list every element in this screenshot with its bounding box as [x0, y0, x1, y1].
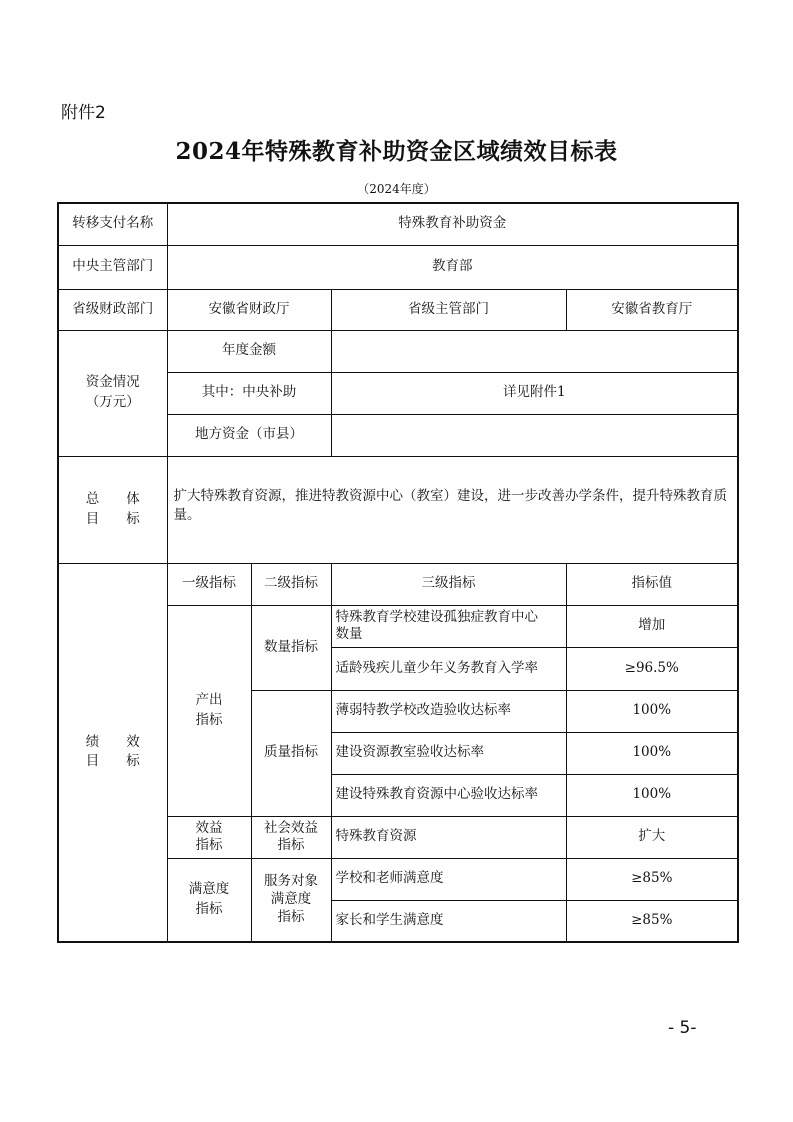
social-benefit-label — [251, 816, 331, 858]
prov-finance-label: 省级财政部门 — [58, 289, 167, 330]
table-row — [58, 245, 738, 289]
satisfaction-label-line1: 满意度 — [188, 881, 230, 898]
performance-goal-label-line1: 绩 效 — [85, 733, 140, 750]
indicator-name — [331, 605, 566, 647]
table-row — [58, 563, 738, 605]
performance-goal-label-line2: 目 标 — [85, 753, 140, 770]
header-value: 指标值 — [566, 563, 738, 605]
service-satisfaction-label — [251, 858, 331, 942]
performance-table — [57, 202, 739, 943]
indicator-name: 适龄残疾儿童少年义务教育入学率 — [331, 647, 566, 690]
transfer-name-value: 特殊教育补助资金 — [167, 203, 738, 245]
indicator-value: ≥85% — [566, 858, 738, 900]
social-label-line1: 社会效益 — [264, 820, 318, 837]
prov-finance-value: 安徽省财政厅 — [167, 289, 331, 330]
benefit-label-line1: 效益 — [195, 820, 223, 837]
output-label-line2: 指标 — [195, 711, 223, 728]
central-subsidy-value: 详见附件1 — [331, 372, 738, 414]
quantity-indicator-label: 数量指标 — [251, 605, 331, 690]
quality-indicator-label: 质量指标 — [251, 690, 331, 816]
overall-goal-label-line1: 总 体 — [85, 490, 140, 507]
local-funds-label: 地方资金（市县） — [167, 414, 331, 456]
output-label-line1: 产出 — [195, 691, 223, 708]
output-indicator-label — [167, 605, 251, 816]
indicator-name: 建设特殊教育资源中心验收达标率 — [331, 774, 566, 816]
funds-label-line1: 资金情况 — [85, 374, 140, 391]
indicator-value: 扩大 — [566, 816, 738, 858]
header-level2: 二级指标 — [251, 563, 331, 605]
page-number: - 5- — [668, 1018, 697, 1038]
document-title: 2024年特殊教育补助资金区域绩效目标表 — [175, 138, 618, 165]
prov-dept-label: 省级主管部门 — [331, 289, 566, 330]
satisfaction-label-line2: 指标 — [195, 900, 223, 917]
satisfaction-indicator-label — [167, 858, 251, 942]
funds-label — [58, 330, 167, 456]
indicator-value: 增加 — [566, 605, 738, 647]
central-dept-value: 教育部 — [167, 245, 738, 289]
service-label-line2: 满意度 — [270, 890, 312, 907]
indicator-name: 特殊教育资源 — [331, 816, 566, 858]
local-funds-value — [331, 414, 738, 456]
benefit-indicator-label — [167, 816, 251, 858]
indicator-name-line1: 特殊教育学校建设孤独症教育中心 — [335, 609, 538, 626]
overall-goal-label — [58, 456, 167, 563]
table-row — [58, 456, 738, 563]
performance-goal-label — [58, 563, 167, 942]
benefit-label-line2: 指标 — [195, 837, 223, 853]
indicator-value: ≥96.5% — [566, 647, 738, 690]
indicator-name-line2: 数量 — [335, 626, 363, 642]
indicator-name: 学校和老师满意度 — [331, 858, 566, 900]
table-row — [58, 330, 738, 372]
table-row — [58, 289, 738, 330]
overall-goal-label-line2: 目 标 — [85, 510, 140, 527]
indicator-value: 100% — [566, 690, 738, 732]
central-subsidy-label: 其中：中央补助 — [167, 372, 331, 414]
overall-goal-text: 扩大特殊教育资源，推进特教资源中心（教室）建设，进一步改善办学条件，提升特殊教育质量。 — [167, 456, 738, 563]
header-level3: 三级指标 — [331, 563, 566, 605]
indicator-value: 100% — [566, 732, 738, 774]
indicator-value: ≥85% — [566, 900, 738, 942]
annual-amount-value — [331, 330, 738, 372]
attachment-label: 附件2 — [61, 103, 106, 123]
indicator-name: 薄弱特教学校改造验收达标率 — [331, 690, 566, 732]
indicator-name: 建设资源教室验收达标率 — [331, 732, 566, 774]
annual-amount-label: 年度金额 — [167, 330, 331, 372]
indicator-name: 家长和学生满意度 — [331, 900, 566, 942]
service-label-line3: 指标 — [277, 908, 305, 925]
funds-label-line2: （万元） — [85, 394, 140, 410]
header-level1: 一级指标 — [167, 563, 251, 605]
central-dept-label: 中央主管部门 — [58, 245, 167, 289]
table-row — [58, 203, 738, 245]
indicator-value: 100% — [566, 774, 738, 816]
prov-dept-value: 安徽省教育厅 — [566, 289, 738, 330]
document-year: （2024年度） — [357, 182, 436, 196]
transfer-name-label: 转移支付名称 — [58, 203, 167, 245]
social-label-line2: 指标 — [277, 837, 305, 853]
service-label-line1: 服务对象 — [264, 873, 318, 890]
